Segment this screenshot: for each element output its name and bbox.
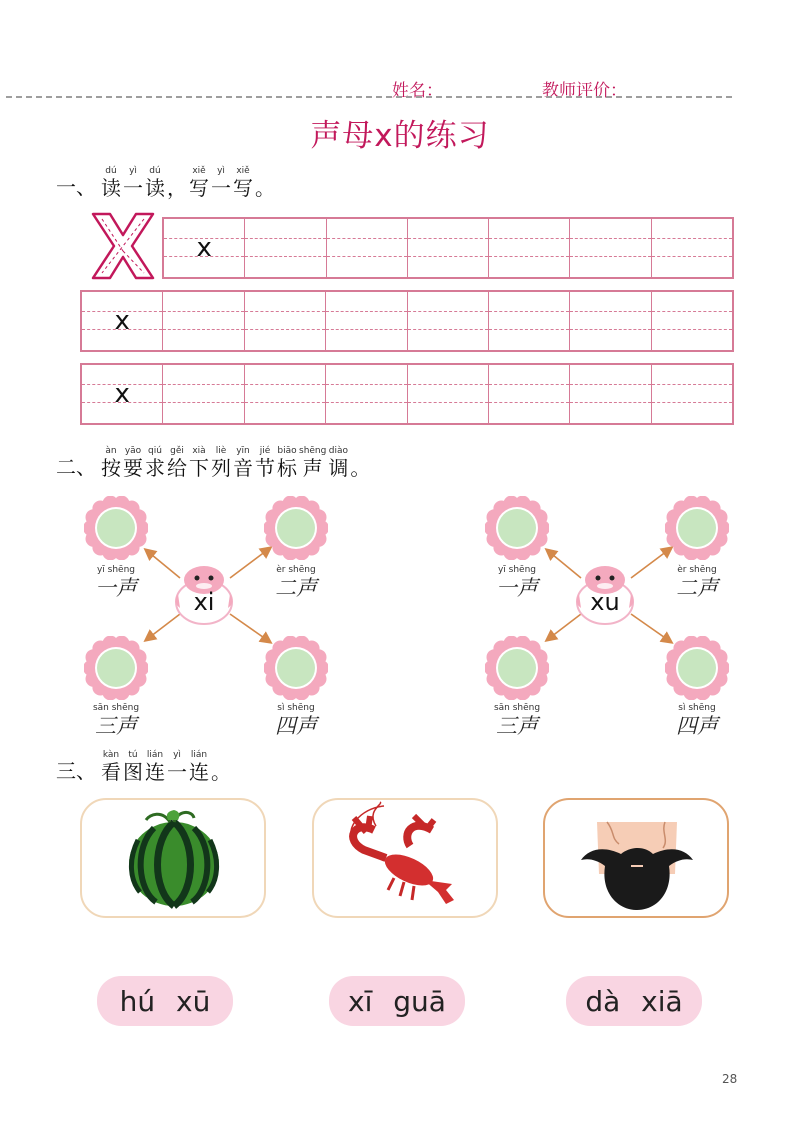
- pinyin-annotation: lián: [146, 750, 164, 760]
- tone-answer-flower-t1[interactable]: [485, 496, 549, 560]
- teacher-eval-label: 教师评价：: [542, 81, 627, 101]
- hanzi-char: 。: [255, 176, 275, 200]
- ruby-char: [145, 750, 165, 784]
- hanzi-char: 下: [189, 456, 209, 480]
- ruby-char: [328, 446, 348, 480]
- grid-cell[interactable]: [327, 219, 408, 277]
- section2-title: [56, 446, 371, 480]
- ruby-char: [101, 166, 121, 200]
- tone-label-t1: [84, 565, 148, 600]
- ruby-char: [123, 166, 143, 200]
- tone-pinyin: sì shēng: [678, 703, 716, 713]
- tone-label-t2: [264, 565, 328, 600]
- hanzi-char: 一: [211, 176, 231, 200]
- syllable-text: xu: [590, 588, 620, 616]
- ruby-char: [189, 446, 209, 480]
- grid-cell[interactable]: [245, 219, 326, 277]
- tone-label-t2: [665, 565, 729, 600]
- tone-name: 一声: [95, 576, 137, 600]
- hanzi-char: 一: [123, 176, 143, 200]
- hanzi-char: 连: [189, 760, 209, 784]
- tone-pinyin: sān shēng: [92, 703, 140, 713]
- tone-pinyin: yī shēng: [497, 565, 537, 575]
- tone-name: 三声: [95, 714, 137, 738]
- ruby-char: [145, 166, 165, 200]
- ruby-char: [255, 166, 275, 200]
- hanzi-char: 读: [101, 176, 121, 200]
- pinyin-annotation: yì: [129, 166, 137, 176]
- tone-answer-flower-t1[interactable]: [84, 496, 148, 560]
- pinyin-annotation: yīn: [236, 446, 250, 456]
- section3-title: [56, 750, 232, 784]
- grid-letter: x: [114, 306, 130, 336]
- section3-number: 三、: [56, 759, 96, 783]
- grid-cell[interactable]: [326, 292, 407, 350]
- hanzi-char: 调: [328, 456, 349, 480]
- grid-cell[interactable]: [245, 292, 326, 350]
- tone-answer-flower-t4[interactable]: [665, 636, 729, 700]
- ruby-char: [123, 446, 143, 480]
- ruby-char: [167, 446, 187, 480]
- tone-label-t4: [264, 703, 328, 738]
- grid-cell[interactable]: [163, 365, 244, 423]
- hanzi-char: 要: [123, 456, 143, 480]
- ruby-char: [189, 750, 209, 784]
- ruby-char: [299, 446, 326, 480]
- pinyin-annotation: yì: [173, 750, 181, 760]
- ruby-char: [277, 446, 297, 480]
- writing-grid-row-2: [80, 290, 734, 352]
- flower-icon: [264, 496, 328, 560]
- hanzi-char: 节: [255, 456, 275, 480]
- section1-title: [56, 166, 276, 200]
- tone-pinyin: èr shēng: [677, 565, 717, 575]
- hanzi-char: 写: [233, 176, 253, 200]
- grid-cell[interactable]: [245, 365, 326, 423]
- tone-name: 三声: [496, 714, 538, 738]
- hanzi-char: 写: [189, 176, 209, 200]
- grid-cell[interactable]: [82, 292, 163, 350]
- pinyin-annotation: qiú: [148, 446, 162, 456]
- pinyin-annotation: shēng: [299, 446, 327, 456]
- tone-label-t1: [485, 565, 549, 600]
- tone-answer-flower-t3[interactable]: [84, 636, 148, 700]
- flower-icon: [84, 636, 148, 700]
- hanzi-char: 读: [145, 176, 165, 200]
- flower-icon: [665, 636, 729, 700]
- ruby-char: [350, 446, 370, 480]
- hanzi-char: 连: [145, 760, 165, 784]
- hanzi-char: 求: [145, 456, 165, 480]
- hanzi-char: 标: [277, 456, 297, 480]
- hanzi-char: 。: [350, 456, 371, 480]
- flower-icon: [485, 496, 549, 560]
- tone-name: 二声: [676, 576, 718, 600]
- grid-cell[interactable]: [408, 292, 489, 350]
- ruby-char: [167, 750, 187, 784]
- crayfish-icon: [314, 800, 496, 916]
- pinyin-option-2[interactable]: xī guā: [329, 976, 465, 1026]
- tone-answer-flower-t2[interactable]: [264, 496, 328, 560]
- pinyin-annotation: xiě: [236, 166, 250, 176]
- ruby-char: [233, 446, 253, 480]
- pinyin-annotation: tú: [128, 750, 138, 760]
- ruby-char: [255, 446, 275, 480]
- hanzi-char: 。: [211, 760, 231, 784]
- grid-cell[interactable]: [163, 292, 244, 350]
- page-number: 28: [722, 1072, 738, 1086]
- ruby-char: [211, 750, 231, 784]
- grid-cell[interactable]: [408, 219, 489, 277]
- tone-pinyin: sān shēng: [493, 703, 541, 713]
- pinyin-annotation: jié: [259, 446, 271, 456]
- pinyin-annotation: diào: [328, 446, 348, 456]
- hanzi-char: 按: [101, 456, 121, 480]
- pinyin-annotation: dú: [149, 166, 161, 176]
- header-divider: [6, 96, 732, 98]
- grid-letter: x: [114, 379, 130, 409]
- ruby-char: [145, 446, 165, 480]
- pinyin-annotation: kàn: [102, 750, 120, 760]
- tone-pinyin: yī shēng: [96, 565, 136, 575]
- grid-cell[interactable]: [164, 219, 245, 277]
- writing-grid-row-3: [80, 363, 734, 425]
- tone-pinyin: sì shēng: [277, 703, 315, 713]
- ruby-char: [211, 166, 231, 200]
- section1-number: 一、: [56, 175, 96, 199]
- ruby-char: [101, 750, 121, 784]
- ruby-char: [211, 446, 231, 480]
- section2-number: 二、: [56, 455, 96, 479]
- pinyin-annotation: xià: [192, 446, 206, 456]
- hanzi-char: 看: [101, 760, 121, 784]
- tone-answer-flower-t2[interactable]: [665, 496, 729, 560]
- tone-label-t3: [84, 703, 148, 738]
- grid-cell[interactable]: [489, 292, 570, 350]
- hanzi-char: 声: [302, 456, 323, 480]
- flower-icon: [485, 636, 549, 700]
- pinyin-annotation: lián: [190, 750, 208, 760]
- hanzi-char: 给: [167, 456, 187, 480]
- pinyin-option-3[interactable]: dà xiā: [566, 976, 702, 1026]
- hanzi-char: ，: [167, 176, 187, 200]
- pinyin-annotation: yāo: [124, 446, 142, 456]
- tone-pinyin: èr shēng: [276, 565, 316, 575]
- section1-instruction: [100, 166, 276, 200]
- pinyin-annotation: àn: [105, 446, 117, 456]
- big-x-letter-icon: [88, 208, 158, 284]
- section3-instruction: [100, 750, 232, 784]
- tone-name: 二声: [275, 576, 317, 600]
- hanzi-char: 一: [167, 760, 187, 784]
- name-label: 姓名：: [392, 81, 443, 101]
- grid-cell[interactable]: [652, 365, 732, 423]
- syllable-text: xi: [193, 588, 215, 616]
- ruby-char: [233, 166, 253, 200]
- grid-letter: x: [196, 233, 212, 263]
- grid-cell[interactable]: [570, 219, 651, 277]
- tone-name: 四声: [676, 714, 718, 738]
- picture-card-watermelon[interactable]: [80, 798, 266, 918]
- pinyin-annotation: xiě: [192, 166, 206, 176]
- pinyin-option-1[interactable]: hú xū: [97, 976, 233, 1026]
- hanzi-char: 图: [123, 760, 143, 784]
- section2-instruction: [100, 446, 371, 480]
- picture-card-crayfish[interactable]: [312, 798, 498, 918]
- pinyin-annotation: gěi: [170, 446, 184, 456]
- pinyin-annotation: dú: [105, 166, 117, 176]
- pinyin-annotation: yì: [217, 166, 225, 176]
- grid-cell[interactable]: [489, 219, 570, 277]
- bird-mascot: [573, 560, 637, 626]
- ruby-char: [101, 446, 121, 480]
- bird-mascot: [172, 560, 236, 626]
- pinyin-annotation: liè: [215, 446, 227, 456]
- flower-icon: [264, 636, 328, 700]
- tone-name: 一声: [496, 576, 538, 600]
- grid-cell[interactable]: [489, 365, 570, 423]
- grid-cell[interactable]: [570, 292, 651, 350]
- tone-label-t3: [485, 703, 549, 738]
- picture-card-beard[interactable]: [543, 798, 729, 918]
- grid-cell[interactable]: [570, 365, 651, 423]
- ruby-char: [167, 166, 187, 200]
- hanzi-char: 音: [233, 456, 253, 480]
- grid-cell[interactable]: [326, 365, 407, 423]
- tone-answer-flower-t4[interactable]: [264, 636, 328, 700]
- grid-cell[interactable]: [408, 365, 489, 423]
- grid-cell[interactable]: [652, 292, 732, 350]
- grid-cell[interactable]: [652, 219, 732, 277]
- watermelon-icon: [82, 800, 264, 916]
- page-title: 声母x的练习: [310, 118, 490, 154]
- tone-answer-flower-t3[interactable]: [485, 636, 549, 700]
- ruby-char: [189, 166, 209, 200]
- ruby-char: [123, 750, 143, 784]
- grid-cell[interactable]: [82, 365, 163, 423]
- tone-label-t4: [665, 703, 729, 738]
- flower-icon: [84, 496, 148, 560]
- tone-name: 四声: [275, 714, 317, 738]
- writing-grid-row-1: [162, 217, 734, 279]
- flower-icon: [665, 496, 729, 560]
- hanzi-char: 列: [211, 456, 231, 480]
- mustache-beard-icon: [545, 800, 727, 916]
- pinyin-annotation: biāo: [277, 446, 297, 456]
